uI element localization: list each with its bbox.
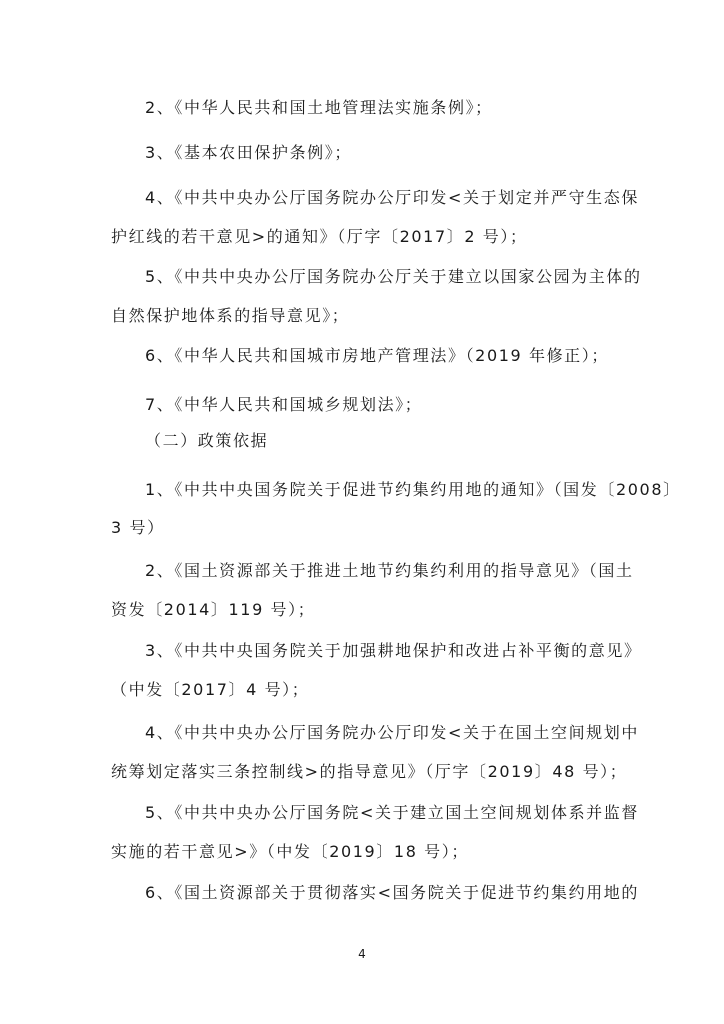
legal-item-6: 6、《中华人民共和国城市房地产管理法》（2019 年修正）； bbox=[145, 346, 609, 365]
page-number: 4 bbox=[358, 947, 366, 961]
legal-item-5-line-1: 5、《中共中央办公厅国务院办公厅关于建立以国家公园为主体的 bbox=[145, 267, 642, 286]
legal-item-7: 7、《中华人民共和国城乡规划法》； bbox=[145, 395, 423, 414]
legal-item-4-line-2: 护红线的若干意见>的通知》（厅字〔2017〕2 号）； bbox=[111, 227, 528, 246]
policy-item-1-line-2: 3 号） bbox=[111, 518, 165, 537]
section-heading: （二）政策依据 bbox=[145, 431, 269, 450]
policy-item-3-line-2: （中发〔2017〕4 号）； bbox=[111, 680, 310, 699]
policy-item-6-line-1: 6、《国土资源部关于贯彻落实<国务院关于促进节约集约用地的 bbox=[145, 883, 639, 902]
legal-item-5-line-2: 自然保护地体系的指导意见》； bbox=[111, 306, 350, 325]
policy-item-3-line-1: 3、《中共中央国务院关于加强耕地保护和改进占补平衡的意见》 bbox=[145, 641, 642, 660]
legal-item-2: 2、《中华人民共和国土地管理法实施条例》； bbox=[145, 98, 493, 117]
legal-item-4-line-1: 4、《中共中央办公厅国务院办公厅印发<关于划定并严守生态保 bbox=[145, 188, 639, 207]
policy-item-1-line-1: 1、《中共中央国务院关于促进节约集约用地的通知》（国发〔2008〕 bbox=[145, 480, 681, 499]
policy-item-2-line-1: 2、《国土资源部关于推进土地节约集约利用的指导意见》（国土 bbox=[145, 561, 634, 580]
policy-item-4-line-1: 4、《中共中央办公厅国务院办公厅印发<关于在国土空间规划中 bbox=[145, 723, 639, 742]
policy-item-5-line-2: 实施的若干意见>》（中发〔2019〕18 号）； bbox=[111, 842, 469, 861]
policy-item-4-line-2: 统筹划定落实三条控制线>的指导意见》（厅字〔2019〕48 号）； bbox=[111, 762, 628, 781]
legal-item-3: 3、《基本农田保护条例》； bbox=[145, 143, 352, 162]
policy-item-5-line-1: 5、《中共中央办公厅国务院<关于建立国土空间规划体系并监督 bbox=[145, 803, 639, 822]
policy-item-2-line-2: 资发〔2014〕119 号）； bbox=[111, 600, 316, 619]
